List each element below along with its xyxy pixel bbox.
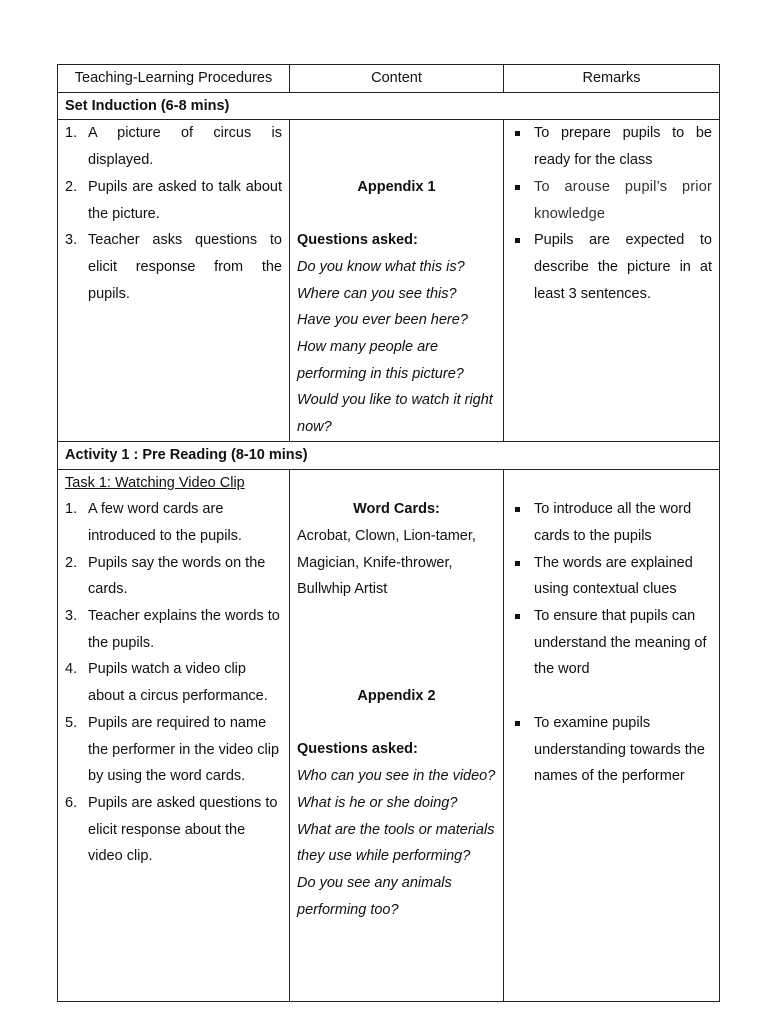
list-item: 3. Teacher asks questions to elicit response from the pupils. [65, 232, 282, 302]
question-item: Who can you see in the video? [297, 768, 496, 785]
activity-1-procedure-list [65, 496, 282, 870]
list-item: To introduce all the word cards to the pupils [511, 496, 712, 549]
section-row-set-induction [58, 92, 720, 120]
list-item: 1. A few word cards are introduced to the pupils. [65, 501, 242, 544]
question-item: How many people are performing in this picture? [297, 338, 464, 382]
question-item: Where can you see this? [297, 285, 457, 302]
list-item: To ensure that pupils can understand the meaning of the word [511, 603, 712, 683]
bullet-icon [515, 721, 520, 726]
table-header-row [58, 65, 720, 93]
question-item: Have you ever been here? [297, 312, 468, 329]
task-title: Task 1: Watching Video Clip [65, 474, 245, 491]
question-item: What are the tools or materials they use while performing? [297, 821, 495, 865]
set-induction-remarks-cell [504, 120, 720, 441]
section-title-set-induction: Set Induction (6-8 mins) [58, 92, 720, 120]
list-item: To prepare pupils to be ready for the class [511, 120, 712, 173]
section-row-activity-1 [58, 441, 720, 469]
set-induction-procedures-cell [58, 120, 290, 441]
list-item: 1. A picture of circus is displayed. [65, 125, 282, 169]
list-item: To arouse pupil’s prior knowledge [511, 174, 712, 227]
set-induction-procedure-list [65, 120, 282, 307]
question-item: What is he or she doing? [297, 794, 458, 811]
header-content: Content [290, 65, 504, 93]
appendix-2-label: Appendix 2 [357, 688, 436, 705]
section-title-activity-1: Activity 1 : Pre Reading (8-10 mins) [58, 441, 720, 469]
question-item: Would you like to watch it right now? [297, 392, 493, 436]
activity-1-procedures-cell [58, 469, 290, 1001]
bullet-icon [515, 614, 520, 619]
list-item: 2. Pupils are asked to talk about the picture. [65, 178, 282, 222]
activity-1-row [58, 469, 720, 1001]
bullet-icon [515, 561, 520, 566]
list-item: The words are explained using contextual clues [511, 550, 712, 603]
activity-1-content-cell [290, 469, 504, 1001]
header-remarks: Remarks [504, 65, 720, 93]
list-item: 3. Teacher explains the words to the pupils. [65, 608, 280, 651]
bullet-icon [515, 238, 520, 243]
list-item: 6. Pupils are asked questions to elicit response about the video clip. [65, 794, 278, 865]
word-cards-list: Acrobat, Clown, Lion-tamer, Magician, Knife-thrower, Bullwhip Artist [297, 527, 476, 598]
activity-1-remarks-list-2 [511, 710, 712, 790]
activity-1-remarks-cell [504, 469, 720, 1001]
word-cards-label: Word Cards: [353, 501, 440, 518]
list-item: 5. Pupils are required to name the performer in the video clip by using the word cards. [65, 714, 280, 785]
questions-asked-label: Questions asked: [297, 741, 418, 758]
list-item: Pupils are expected to describe the picture in at least 3 sentences. [511, 227, 712, 307]
lesson-plan-table [57, 64, 720, 1002]
set-induction-remarks-list [511, 120, 712, 307]
list-item: 2. Pupils say the words on the cards. [65, 554, 266, 598]
list-item: 4. Pupils watch a video clip about a circus performance. [65, 661, 268, 705]
activity-1-remarks-list-1 [511, 496, 712, 683]
bullet-icon [515, 507, 520, 512]
set-induction-row [58, 120, 720, 441]
list-item: To examine pupils understanding towards the names of the performer [511, 710, 712, 790]
question-item: Do you see any animals performing too? [297, 874, 452, 918]
bullet-icon [515, 185, 520, 190]
bullet-icon [515, 131, 520, 136]
header-procedures: Teaching-Learning Procedures [58, 65, 290, 93]
set-induction-content-cell [290, 120, 504, 441]
questions-asked-label: Questions asked: [297, 232, 418, 249]
appendix-1-label: Appendix 1 [357, 178, 436, 195]
question-item: Do you know what this is? [297, 258, 465, 275]
